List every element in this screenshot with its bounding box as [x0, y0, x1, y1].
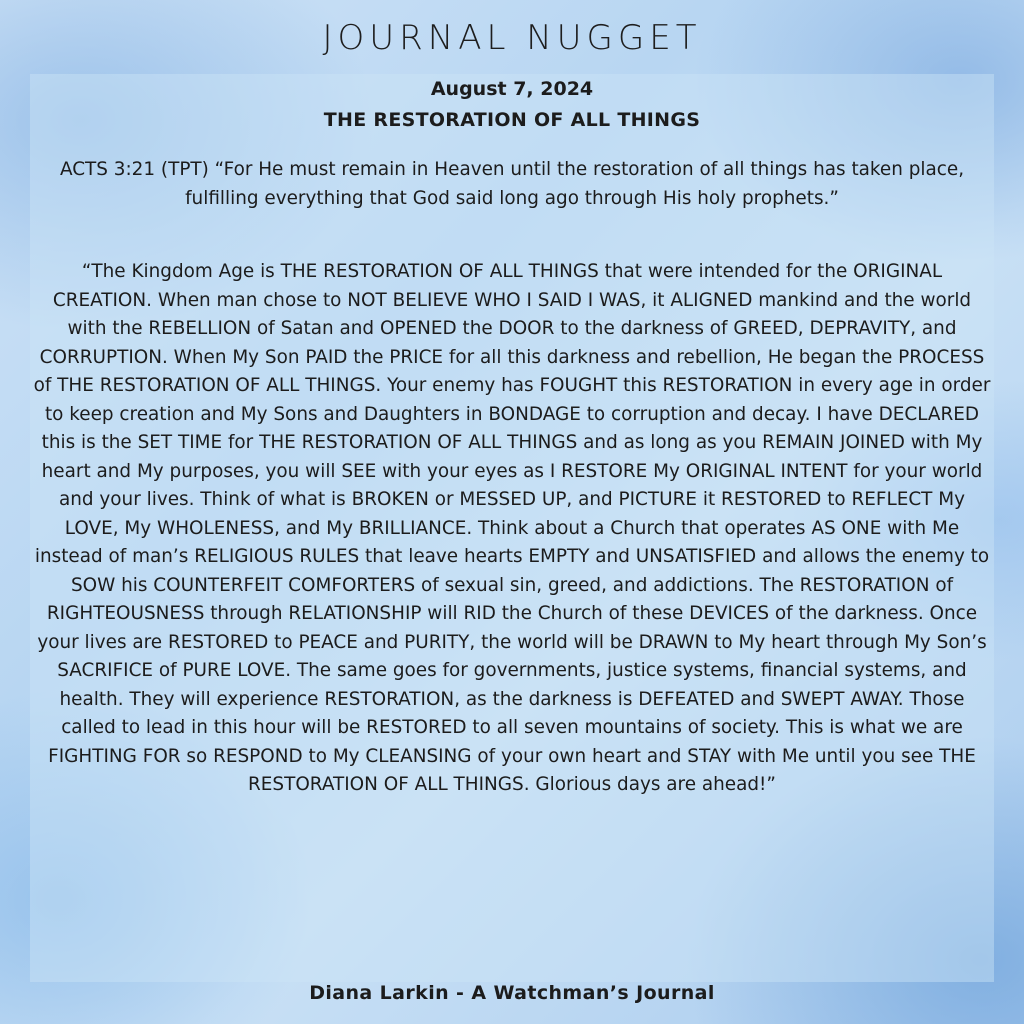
- scripture-quote: ACTS 3:21 (TPT) “For He must remain in Heaven until the restoration of all things has taken place, fulfilling everything that God said long ago through His holy prophets.”: [59, 159, 965, 209]
- journal-message: “The Kingdom Age is THE RESTORATION OF ALL THINGS that were intended for the ORIGINAL CREATION. When man chose to NOT BELIEVE WHO I SAID I WAS, it ALIGNED mankind and the world with the REBELLION of Satan and OPENED the DOOR to the darkness of GREED, DEPRAVITY, and CORRUPTION. When My Son PAID the PRICE for all this darkness and rebellion, He began the PROCESS of THE RESTORATION OF ALL THINGS. Your enemy has FOUGHT this RESTORATION in every age in order to keep creation and My Sons and Daughters in BONDAGE to corruption and decay. I have DECLARED this is the SET TIME for THE RESTORATION OF ALL THINGS and as long as you REMAIN JOINED with My heart and My purposes, you will SEE with your eyes as I RESTORE My ORIGINAL INTENT for your world and your lives. Think of what is BROKEN or MESSED UP, and PICTURE it RESTORED to REFLECT My LOVE, My WHOLENESS, and My BRILLIANCE. Think about a Church that operates AS ONE with Me instead of man’s RELIGIOUS RULES that leave hearts EMPTY and UNSATISFIED and allows the enemy to SOW his COUNTERFEIT COMFORTERS of sexual sin, greed, and addictions. The RESTORATION of RIGHTEOUSNESS through RELATIONSHIP will RID the Church of these DEVICES of the darkness. Once your lives are RESTORED to PEACE and PURITY, the world will be DRAWN to My heart through My Son’s SACRIFICE of PURE LOVE. The same goes for governments, justice systems, financial systems, and health. They will experience RESTORATION, as the darkness is DEFEATED and SWEPT AWAY. Those called to lead in this hour will be RESTORED to all seven mountains of society. This is what we are FIGHTING FOR so RESPOND to My CLEANSING of your own heart and STAY with Me until you see THE RESTORATION OF ALL THINGS. Glorious days are ahead!”: [33, 261, 991, 795]
- entry-subtitle: THE RESTORATION OF ALL THINGS: [323, 109, 701, 131]
- journal-date: August 7, 2024: [430, 78, 594, 100]
- author-signature: Diana Larkin - A Watchman’s Journal: [309, 982, 715, 1004]
- page-title: JOURNAL NUGGET: [322, 18, 702, 58]
